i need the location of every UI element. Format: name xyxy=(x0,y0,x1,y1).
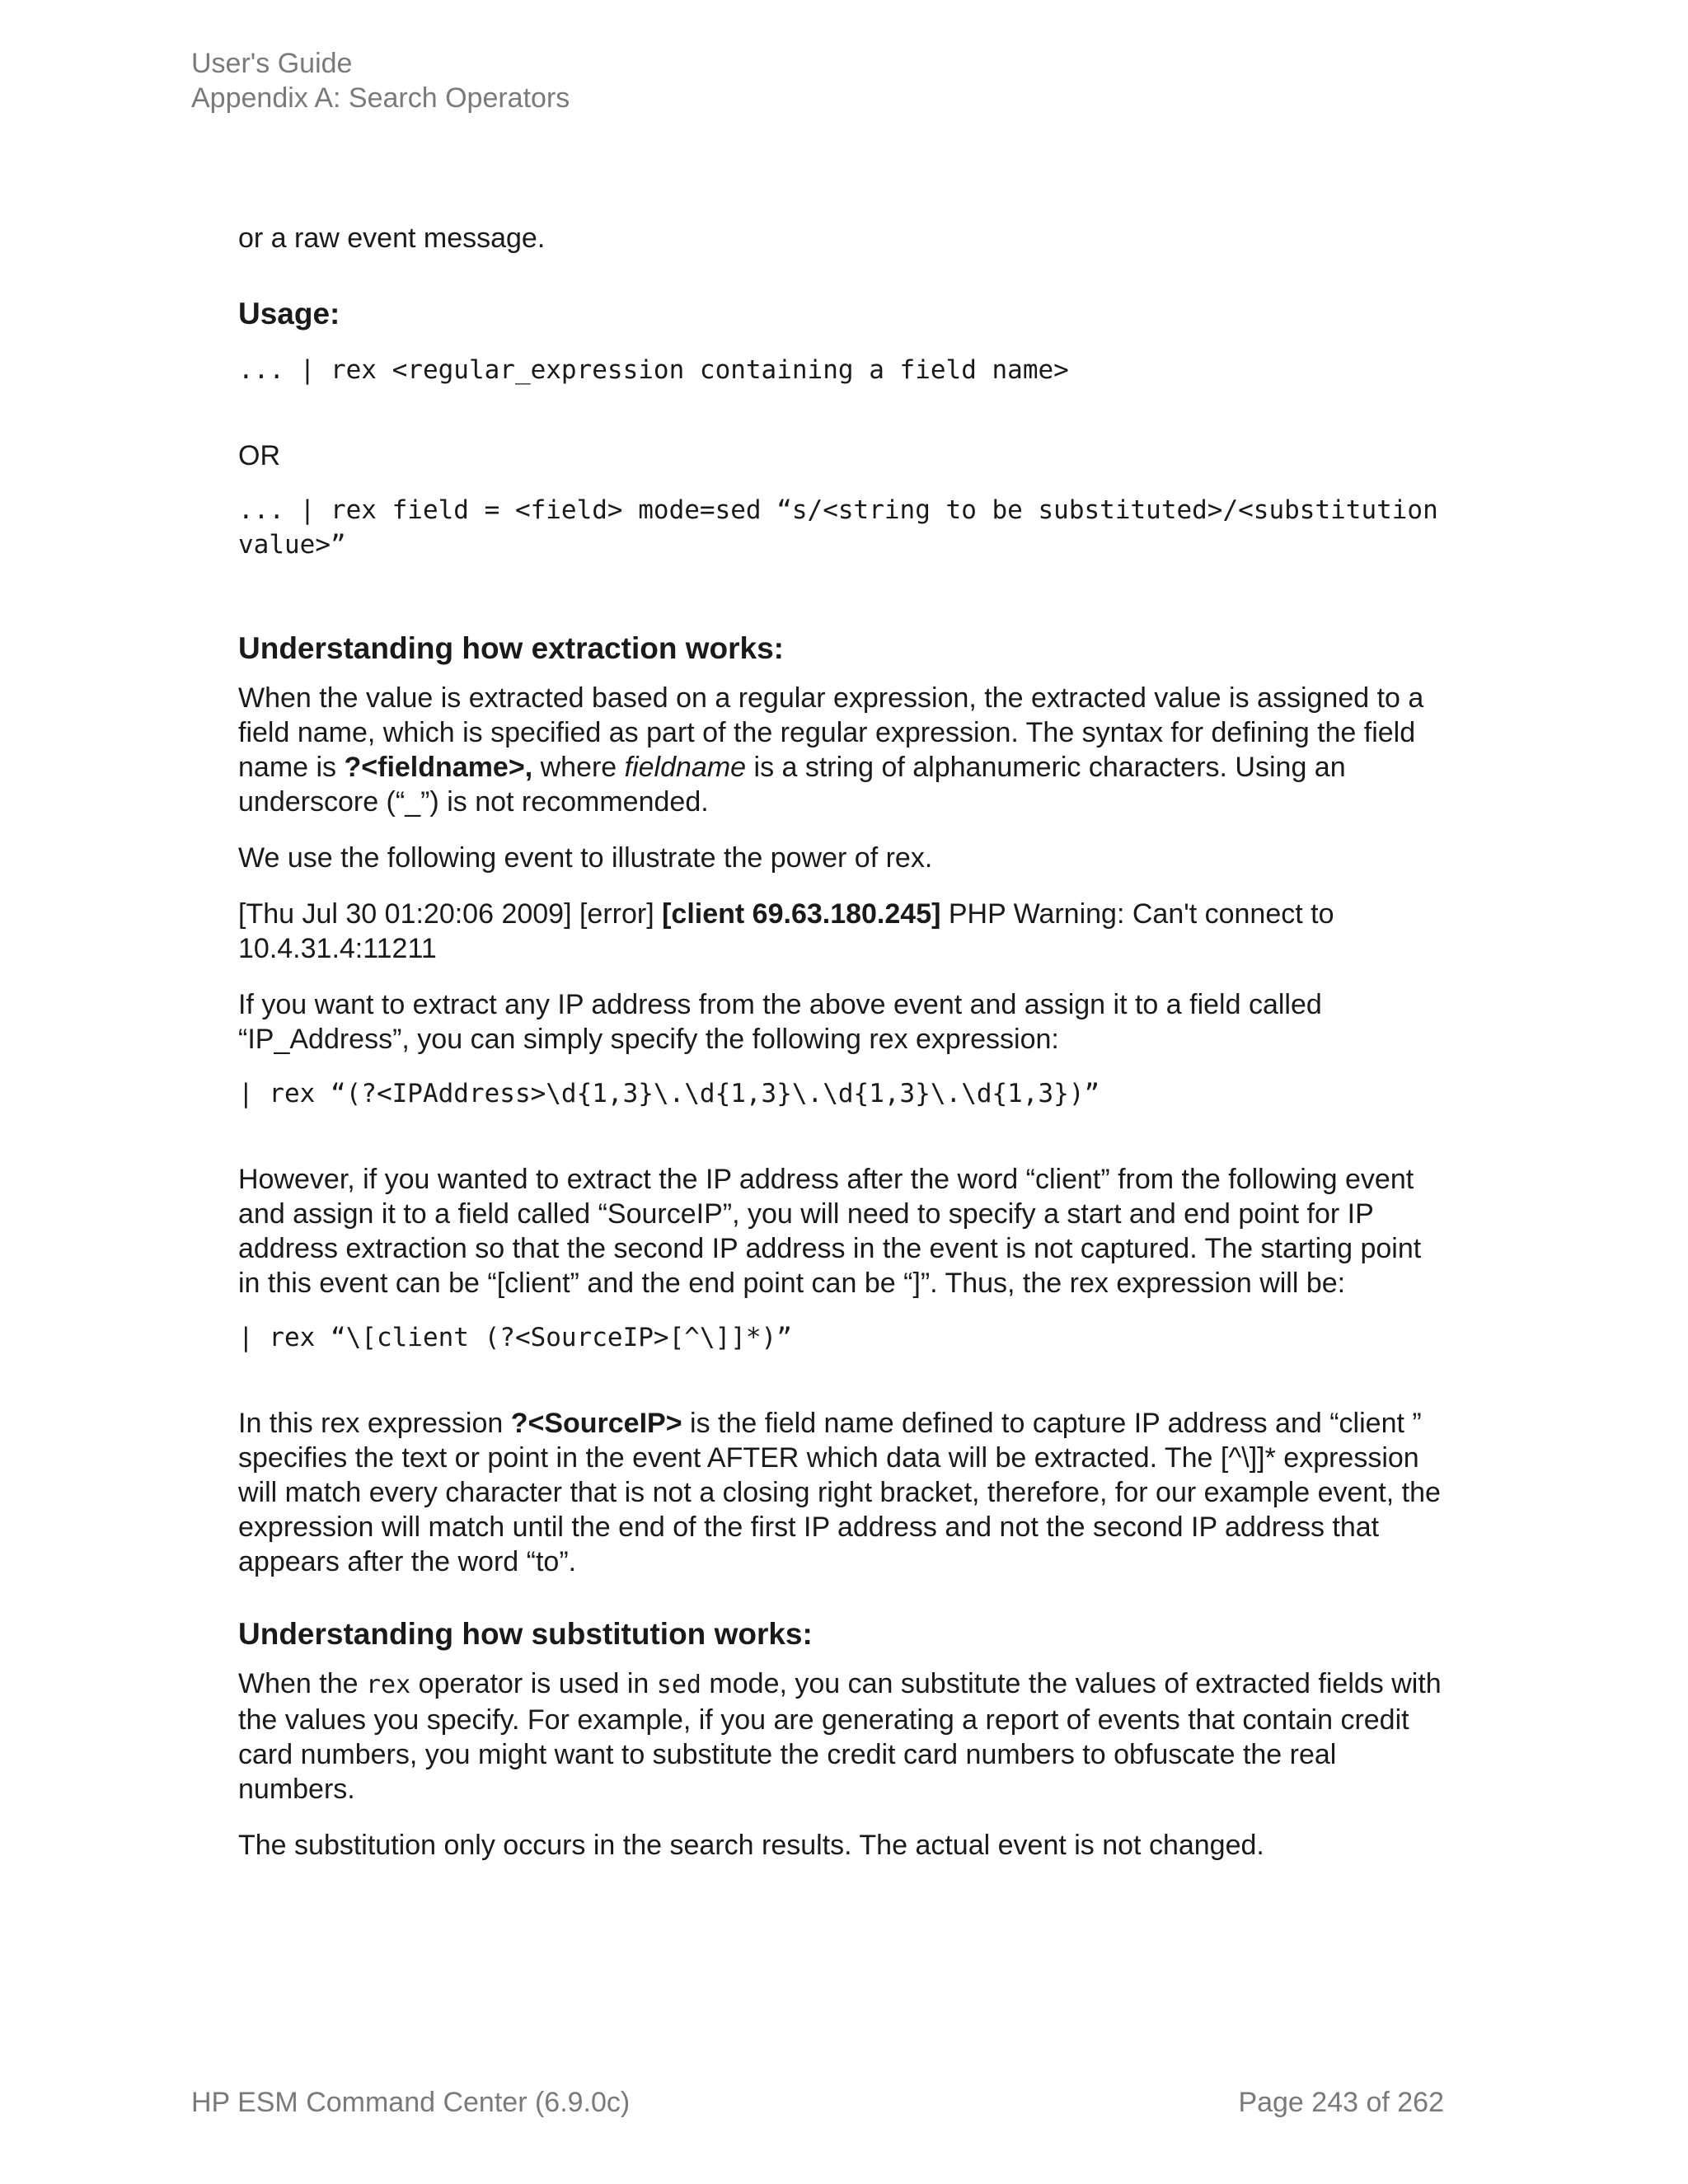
event-example xyxy=(238,897,1450,966)
chapter-title: Appendix A: Search Operators xyxy=(191,82,570,114)
text-span: operator is used in xyxy=(410,1668,657,1699)
ip-extract-text: If you want to extract any IP address from the above event and assign it to a field called “IP_Address”, you can simply specify the following rex expression: xyxy=(238,989,1322,1055)
text-span: When the xyxy=(238,1668,366,1699)
rex-code-1: | rex “(?<IPAddress>\d{1,3}\.\d{1,3}\.\d{1,3}\.\d{1,3})” xyxy=(238,1079,1100,1108)
sourceip-syntax: ?<SourceIP> xyxy=(510,1408,682,1439)
text-span: is a string of alphanumeric characters. Using an underscore (“_”) is not recommended. xyxy=(238,752,1346,818)
however-text: However, if you wanted to extract the IP address after the word “client” from the following event and assign it to a field called “SourceIP”, you will need to specify a start and end point for IP address extraction so that the second IP address in the event is not captured. The starting point in this event can be “[client” and the end point can be “]”. Thus, the rex expression will be: xyxy=(238,1164,1422,1299)
text-span: [Thu Jul 30 01:20:06 2009] [error] xyxy=(238,898,663,930)
sed-keyword: sed xyxy=(656,1671,701,1699)
explain-paragraph xyxy=(238,1406,1450,1579)
usage-code-1: ... | rex <regular_expression containing a field name> xyxy=(238,355,1069,385)
product-name: HP ESM Command Center (6.9.0c) xyxy=(191,2087,631,2118)
substitution-paragraph xyxy=(238,1666,1450,1807)
intro-text: or a raw event message. xyxy=(238,223,546,254)
rex-keyword: rex xyxy=(365,1671,411,1699)
fieldname-term: fieldname xyxy=(624,752,747,783)
page-number: Page 243 of 262 xyxy=(1238,2087,1444,2118)
substitution-note: The substitution only occurs in the search results. The actual event is not changed. xyxy=(238,1830,1264,1861)
text-span: In this rex expression xyxy=(238,1408,511,1439)
usage-code-2: ... | rex field = <field> mode=sed “s/<string to be substituted>/<substitution value>” xyxy=(238,495,1454,560)
extraction-paragraph xyxy=(238,681,1450,819)
extraction-heading: Understanding how extraction works: xyxy=(238,631,784,665)
client-ip: [client 69.63.180.245] xyxy=(662,898,941,930)
usage-heading: Usage: xyxy=(238,297,340,330)
rex-code-2: | rex “\[client (?<SourceIP>[^\]]*)” xyxy=(238,1323,792,1352)
field-syntax: ?<fieldname>, xyxy=(344,752,533,783)
running-header xyxy=(191,46,570,115)
text-span: is the field name defined to capture IP address and “client ” specifies the text or point in the event AFTER which data will be extracted. The [^\]]* expression will match every character that is not a closing right bracket, therefore, for our example event, the expression will match until the end of the first IP address and not the second IP address that appears after the word “to”. xyxy=(238,1408,1441,1577)
page-content xyxy=(238,221,1454,1863)
substitution-heading: Understanding how substitution works: xyxy=(238,1617,813,1651)
illustrate-text: We use the following event to illustrate the power of rex. xyxy=(238,842,933,874)
text-span: PHP Warning: Can't connect to 10.4.31.4:11211 xyxy=(238,898,1334,964)
or-text: OR xyxy=(238,440,280,471)
guide-title: User's Guide xyxy=(191,48,353,79)
text-span: where xyxy=(532,752,625,783)
text-span: mode, you can substitute the values of extracted fields with the values you specify. For example, if you are generating a report of events that contain credit card numbers, you might want to substitute the credit card numbers to obfuscate the real numbers. xyxy=(238,1668,1442,1805)
running-footer xyxy=(191,2085,1444,2120)
text-span: When the value is extracted based on a regular expression, the extracted value is assigned to a field name, which is specified as part of the regular expression. The syntax for defining the field name is xyxy=(238,682,1424,783)
